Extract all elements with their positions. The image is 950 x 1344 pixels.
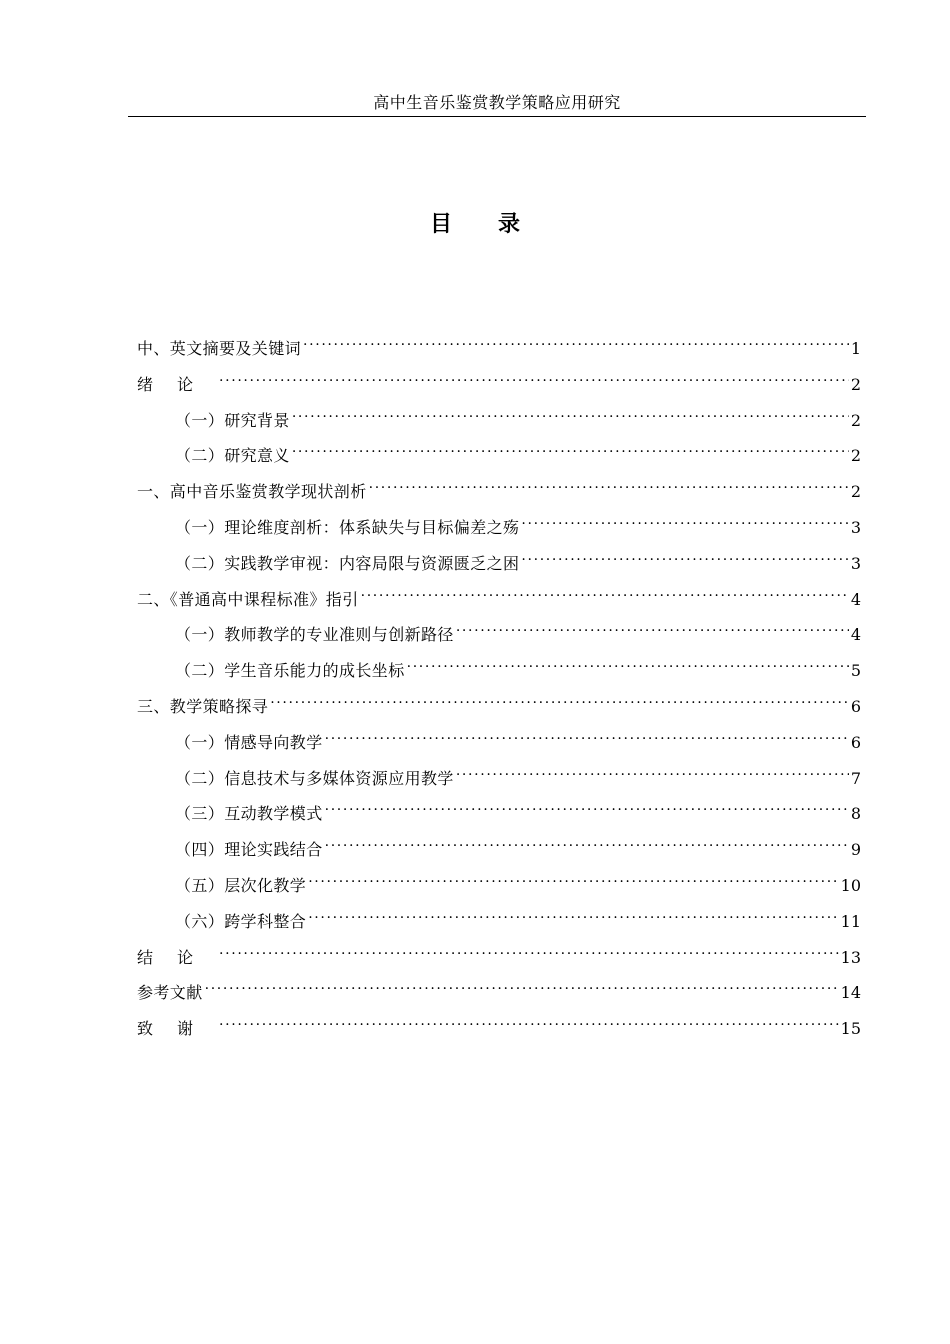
toc-entry[interactable] [137, 364, 861, 400]
toc-entry[interactable] [137, 579, 861, 615]
toc-leader-dots [325, 722, 849, 748]
toc-entry-page-number: 13 [840, 947, 861, 967]
toc-entry-label: 二、《普通高中课程标准》指引 [137, 589, 359, 609]
toc-entry[interactable] [137, 543, 861, 579]
toc-leader-dots [270, 686, 849, 712]
toc-entry[interactable] [137, 614, 861, 650]
toc-leader-dots [325, 793, 849, 819]
toc-entry-label: 中、英文摘要及关键词 [137, 339, 302, 358]
toc-title-char-2: 录 [498, 211, 521, 237]
toc-entry-page-number: 3 [850, 553, 861, 573]
toc-entry-label: 绪论 [137, 374, 218, 394]
toc-entry-page-number: 10 [840, 875, 861, 895]
toc-leader-dots [219, 937, 839, 963]
toc-entry[interactable] [137, 722, 861, 758]
table-of-contents [137, 328, 861, 1044]
toc-entry-label: （四）理论实践结合 [175, 840, 323, 860]
toc-entry-label: 一、高中音乐鉴赏教学现状剖析 [137, 482, 367, 502]
toc-entry[interactable] [137, 972, 861, 1008]
toc-leader-dots [308, 865, 838, 891]
toc-title-char-1: 目 [429, 211, 452, 237]
toc-entry-label: 致谢 [137, 1019, 218, 1039]
toc-entry-page-number: 1 [850, 339, 861, 358]
toc-leader-dots [369, 471, 849, 497]
toc-entry-label: 结论 [137, 947, 218, 967]
toc-entry-label: （一）理论维度剖析：体系缺失与目标偏差之殇 [175, 517, 520, 537]
toc-entry-page-number: 4 [850, 589, 861, 609]
toc-entry[interactable] [137, 829, 861, 865]
toc-entry-page-number: 11 [840, 911, 861, 931]
toc-entry[interactable] [137, 793, 861, 829]
toc-entry[interactable] [137, 471, 861, 507]
toc-entry-label: （一）研究背景 [175, 410, 290, 430]
toc-entry-page-number: 2 [850, 374, 861, 394]
toc-entry-label: 三、教学策略探寻 [137, 696, 269, 716]
toc-entry[interactable] [137, 937, 861, 973]
toc-entry[interactable] [137, 1008, 861, 1044]
toc-entry[interactable] [137, 507, 861, 543]
toc-leader-dots [308, 901, 838, 927]
page-header-title: 高中生音乐鉴赏教学策略应用研究 [373, 93, 621, 112]
toc-entry[interactable] [137, 865, 861, 901]
toc-entry-page-number: 2 [850, 446, 861, 466]
toc-entry-page-number: 3 [850, 517, 861, 537]
toc-entry-page-number: 8 [850, 804, 861, 824]
toc-entry[interactable] [137, 758, 861, 794]
toc-leader-dots [292, 435, 849, 461]
toc-entry-page-number: 2 [850, 410, 861, 430]
toc-entry-label: （五）层次化教学 [175, 875, 307, 895]
toc-entry-label: （二）实践教学审视：内容局限与资源匮乏之困 [175, 553, 520, 573]
toc-leader-dots [407, 650, 849, 676]
toc-entry[interactable] [137, 686, 861, 722]
toc-entry-label: （一）情感导向教学 [175, 732, 323, 752]
toc-leader-dots [521, 543, 848, 569]
toc-leader-dots [456, 614, 849, 640]
toc-title [0, 208, 950, 240]
toc-entry-page-number: 14 [840, 983, 861, 1003]
toc-entry-page-number: 6 [850, 732, 861, 752]
toc-entry-page-number: 5 [850, 661, 861, 681]
toc-entry[interactable] [137, 328, 861, 364]
toc-entry-page-number: 15 [840, 1019, 861, 1039]
toc-leader-dots [219, 364, 849, 390]
toc-entry-page-number: 2 [850, 482, 861, 502]
toc-leader-dots [292, 400, 849, 426]
toc-leader-dots [456, 758, 849, 784]
toc-entry-label: （一）教师教学的专业准则与创新路径 [175, 625, 454, 645]
toc-entry-label: （二）信息技术与多媒体资源应用教学 [175, 768, 454, 788]
toc-entry-page-number: 9 [850, 840, 861, 860]
toc-entry-page-number: 4 [850, 625, 861, 645]
toc-entry-page-number: 6 [850, 696, 861, 716]
toc-entry[interactable] [137, 901, 861, 937]
toc-entry-page-number: 7 [850, 768, 861, 788]
toc-entry-label: （三）互动教学模式 [175, 804, 323, 824]
toc-entry[interactable] [137, 400, 861, 436]
toc-entry-label: （二）学生音乐能力的成长坐标 [175, 661, 405, 681]
toc-leader-dots [361, 579, 849, 605]
toc-leader-dots [325, 829, 849, 855]
toc-leader-dots [205, 972, 839, 998]
toc-entry-label: 参考文献 [137, 983, 203, 1003]
toc-leader-dots [219, 1008, 839, 1034]
toc-entry-label: （六）跨学科整合 [175, 911, 307, 931]
toc-leader-dots [303, 328, 849, 354]
page-header [128, 92, 866, 117]
toc-entry[interactable] [137, 435, 861, 471]
toc-entry-label: （二）研究意义 [175, 446, 290, 466]
toc-entry[interactable] [137, 650, 861, 686]
toc-leader-dots [521, 507, 848, 533]
